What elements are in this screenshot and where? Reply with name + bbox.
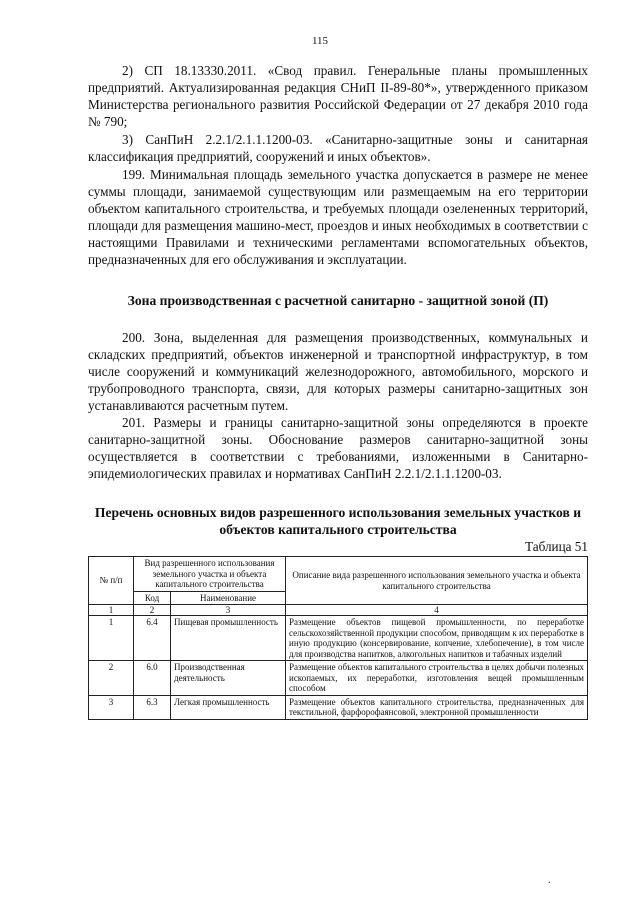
row-code: 6.3	[134, 695, 171, 719]
column-number-row	[89, 605, 588, 616]
reference-item: 3) СанПиН 2.2.1/2.1.1.1200-03. «Санитарно-защитные зоны и санитарная классификация предприятий, сооружений и иных объектов».	[88, 132, 588, 164]
row-name: Пищевая промышленность	[171, 616, 286, 661]
paragraph-200: 200. Зона, выделенная для размещения производственных, коммунальных и складских предприятий, объектов инженерной и транспортной инфраструктур, в том числе сооружений и коммуникаций железнодорожного, автомобильного, морского и трубопроводного транспорта, связи, для которых размеры санитарно-защитных зон устанавливаются расчетным путем.	[88, 330, 588, 413]
header-kind: Вид разрешенного использования земельного участка и объекта капитального строительства	[134, 557, 286, 592]
paragraph-201: 201. Размеры и границы санитарно-защитной зоны определяются в проекте санитарно-защитной зоны. Обоснование размеров санитарно-защитной зоны осуществляется в соответствии с требованиями, изложенными в Санитарно-эпидемиологических правилах и нормативах СанПиН 2.2.1/2.1.1.1200-03.	[88, 415, 588, 481]
row-code: 6.0	[134, 661, 171, 696]
header-code: Код	[134, 591, 171, 605]
column-number: 1	[89, 605, 134, 616]
row-number: 3	[89, 695, 134, 719]
row-description: Размещение объектов пищевой промышленности, по переработке сельскохозяйственной продукции способом, приводящим к их переработке в иную продукцию (консервирование, копчение, хлебопечение), в том числе для производства напитков, алкогольных напитков и табачных изделий	[286, 616, 588, 661]
page-number: 115	[311, 35, 329, 47]
row-code: 6.4	[134, 616, 171, 661]
table-row	[89, 661, 588, 696]
header-name: Наименование	[171, 591, 286, 605]
table-row	[89, 695, 588, 719]
row-description: Размещение объектов капитального строительства, предназначенных для текстильной, фарфорофаянсовой, электронной промышленности	[286, 695, 588, 719]
section-heading-list: Перечень основных видов разрешенного использования земельных участков и объектов капитального строительства	[94, 505, 582, 537]
permitted-use-table	[88, 556, 588, 720]
table-caption: Таблица 51	[525, 539, 588, 554]
row-number: 1	[89, 616, 134, 661]
paragraph-199: 199. Минимальная площадь земельного участка допускается в размере не менее суммы площади, занимаемой существующим или размещаемым на его территории объектом капитального строительства, и требуемых площади озелененных территорий, площади для размещения машино-мест, проездов и иных необходимых в соответствии с настоящими Правилами и техническими регламентами вспомогательных объектов, предназначенных для его обслуживания и эксплуатации.	[88, 167, 588, 267]
table-row	[89, 616, 588, 661]
row-name: Производственная деятельность	[171, 661, 286, 696]
header-number: № п/п	[89, 557, 134, 605]
footer-mark: .	[548, 875, 551, 886]
table-header-row	[89, 557, 588, 592]
document-body	[88, 62, 588, 720]
column-number: 4	[286, 605, 588, 616]
header-description: Описание вида разрешенного использования земельного участка и объекта капитального строительства	[286, 557, 588, 605]
column-number: 3	[171, 605, 286, 616]
row-description: Размещение объектов капитального строительства в целях добычи полезных ископаемых, их переработки, изготовления вещей промышленным способом	[286, 661, 588, 696]
reference-item: 2) СП 18.13330.2011. «Свод правил. Генеральные планы промышленных предприятий. Актуализированная редакция СНиП II-89-80*», утвержденного приказом Министерства регионального развития Российской Федерации от 27 декабря 2010 года № 790;	[88, 63, 588, 129]
row-name: Легкая промышленность	[171, 695, 286, 719]
section-heading-zone: Зона производственная с расчетной санитарно - защитной зоной (П)	[127, 293, 549, 308]
column-number: 2	[134, 605, 171, 616]
row-number: 2	[89, 661, 134, 696]
